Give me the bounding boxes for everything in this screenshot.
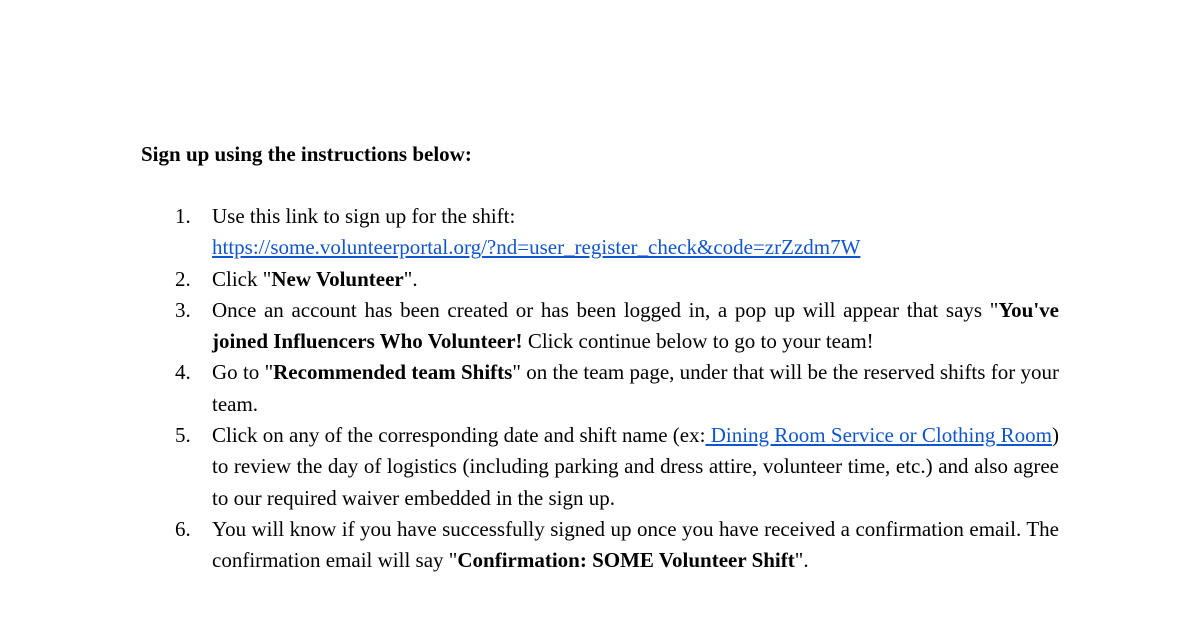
step-bold-text: New Volunteer: [271, 266, 404, 291]
step-text: ".: [794, 548, 809, 573]
example-shift-link[interactable]: Dining Room Service or Clothing Room: [705, 423, 1052, 448]
step-number: 3.: [175, 297, 191, 322]
step-bold-text: Confirmation: SOME Volunteer Shift: [457, 548, 795, 573]
step-bold-text: Recommended team Shifts: [273, 360, 513, 385]
step-text: Click on any of the corresponding date and shift name (ex:: [212, 423, 706, 448]
step-text: Go to ": [212, 360, 274, 385]
step-text: You will know if you have successfully signed up once you have received a confirmation email. The confirmation email will say ": [212, 516, 1059, 573]
step-number: 2.: [175, 266, 191, 291]
step-text: Once an account has been created or has been logged in, a pop up will appear that says ": [212, 297, 999, 322]
step-bold-text: You've joined Influencers Who Volunteer!: [212, 297, 1059, 354]
step-number: 6.: [175, 516, 191, 541]
step-text: Click continue below to go to your team!: [522, 329, 874, 354]
step-number: 1.: [175, 204, 191, 228]
step-text: ) to review the day of logistics (including parking and dress attire, volunteer time, etc.) and also agree to our required waiver embedded in the sign up.: [212, 423, 1059, 510]
instructions-heading: Sign up using the instructions below:: [141, 142, 472, 166]
instructions-list: [141, 201, 1059, 577]
step-number: 5.: [175, 423, 191, 448]
document-body: [141, 140, 1059, 577]
volunteer-portal-link[interactable]: https://some.volunteerportal.org/?nd=user_register_check&code=zrZzdm7W: [212, 235, 861, 260]
list-item-step-6: [141, 514, 1059, 577]
step-text: Use this link to sign up for the shift:: [212, 204, 516, 228]
list-item-step-1: [141, 201, 1059, 264]
step-text: ".: [403, 266, 418, 291]
list-item-step-5: [141, 420, 1059, 514]
step-number: 4.: [175, 360, 191, 385]
list-item-step-2: [141, 264, 1059, 295]
list-item-step-3: [141, 295, 1059, 358]
list-item-step-4: [141, 357, 1059, 420]
step-text: " on the team page, under that will be the reserved shifts for your team.: [212, 360, 1059, 416]
step-text: Click ": [212, 266, 272, 291]
